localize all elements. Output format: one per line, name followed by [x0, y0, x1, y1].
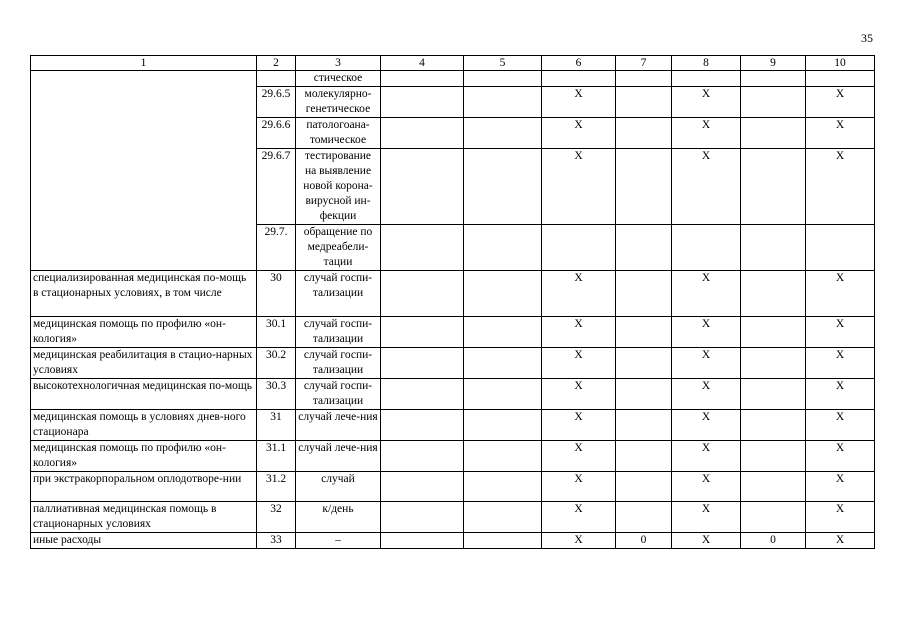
- cell-col7: [616, 502, 672, 533]
- cell-col10: X: [806, 410, 875, 441]
- cell-col7: [616, 410, 672, 441]
- cell-col5: [464, 441, 542, 472]
- cell-col6: [542, 71, 616, 87]
- cell-col7: [616, 472, 672, 502]
- cell-col8: X: [672, 379, 741, 410]
- cell-col4: [381, 502, 464, 533]
- cell-col5: [464, 410, 542, 441]
- row-name-cell: иные расходы: [31, 533, 257, 549]
- column-header: 1: [31, 56, 257, 71]
- row-unit-cell: молекулярно-генетическое: [296, 87, 381, 118]
- cell-col10: X: [806, 379, 875, 410]
- cell-col10: X: [806, 271, 875, 317]
- cell-col8: [672, 225, 741, 271]
- cell-col10: X: [806, 317, 875, 348]
- row-name-cell: медицинская реабилитация в стацио-нарных условиях: [31, 348, 257, 379]
- row-unit-cell: патологоана-томическое: [296, 118, 381, 149]
- cell-col4: [381, 118, 464, 149]
- cell-col4: [381, 533, 464, 549]
- column-header: 7: [616, 56, 672, 71]
- row-unit-cell: случай госпи-тализации: [296, 317, 381, 348]
- column-header: 2: [257, 56, 296, 71]
- cell-col5: [464, 472, 542, 502]
- row-code-cell: [257, 71, 296, 87]
- cell-col7: [616, 118, 672, 149]
- cell-col4: [381, 348, 464, 379]
- column-header: 5: [464, 56, 542, 71]
- cell-col9: [741, 87, 806, 118]
- cell-col9: [741, 379, 806, 410]
- cell-col9: [741, 118, 806, 149]
- page-number: 35: [861, 31, 873, 45]
- cell-col6: X: [542, 348, 616, 379]
- row-code-cell: 30.2: [257, 348, 296, 379]
- cell-col6: X: [542, 271, 616, 317]
- cell-col6: X: [542, 441, 616, 472]
- cell-col10: X: [806, 348, 875, 379]
- cell-col10: X: [806, 533, 875, 549]
- row-code-cell: 33: [257, 533, 296, 549]
- cell-col4: [381, 271, 464, 317]
- cell-col7: [616, 149, 672, 225]
- column-header: 4: [381, 56, 464, 71]
- column-header: 8: [672, 56, 741, 71]
- cell-col6: X: [542, 410, 616, 441]
- table-row: [31, 379, 875, 410]
- cell-col8: X: [672, 348, 741, 379]
- cell-col9: [741, 502, 806, 533]
- table-row: [31, 71, 875, 87]
- table-row: [31, 348, 875, 379]
- cell-col5: [464, 225, 542, 271]
- cell-col8: X: [672, 271, 741, 317]
- cell-col5: [464, 317, 542, 348]
- cell-col6: X: [542, 533, 616, 549]
- cell-col7: [616, 348, 672, 379]
- cell-col8: X: [672, 533, 741, 549]
- cell-col7: [616, 87, 672, 118]
- table-row: [31, 533, 875, 549]
- row-unit-cell: стическое: [296, 71, 381, 87]
- cell-col10: X: [806, 118, 875, 149]
- cell-col9: [741, 348, 806, 379]
- cell-col5: [464, 379, 542, 410]
- cell-col9: [741, 149, 806, 225]
- table-header: [31, 56, 875, 71]
- cell-col5: [464, 271, 542, 317]
- row-name-cell: специализированная медицинская по-мощь в стационарных условиях, в том числе: [31, 271, 257, 317]
- row-code-cell: 29.6.5: [257, 87, 296, 118]
- cell-col7: 0: [616, 533, 672, 549]
- row-name-cell: при экстракорпоральном оплодотворе-нии: [31, 472, 257, 502]
- column-header: 6: [542, 56, 616, 71]
- row-code-cell: 32: [257, 502, 296, 533]
- cell-col8: X: [672, 410, 741, 441]
- cell-col7: [616, 71, 672, 87]
- cell-col8: [672, 71, 741, 87]
- row-name-cell: медицинская помощь по профилю «он-кология»: [31, 317, 257, 348]
- cell-col4: [381, 472, 464, 502]
- cell-col8: X: [672, 118, 741, 149]
- row-code-cell: 30: [257, 271, 296, 317]
- cell-col8: X: [672, 472, 741, 502]
- cell-col9: [741, 71, 806, 87]
- table-row: [31, 472, 875, 502]
- cell-col4: [381, 441, 464, 472]
- row-name-cell: паллиативная медицинская помощь в стационарных условиях: [31, 502, 257, 533]
- row-unit-cell: –: [296, 533, 381, 549]
- cell-col9: [741, 441, 806, 472]
- row-code-cell: 30.1: [257, 317, 296, 348]
- table-row: [31, 271, 875, 317]
- row-unit-cell: тестирование на выявление новой корона-вирусной ин-фекции: [296, 149, 381, 225]
- cell-col6: X: [542, 379, 616, 410]
- row-name-cell: [31, 71, 257, 271]
- cell-col5: [464, 149, 542, 225]
- row-code-cell: 31: [257, 410, 296, 441]
- cell-col7: [616, 317, 672, 348]
- cell-col9: [741, 317, 806, 348]
- cell-col9: [741, 271, 806, 317]
- cell-col10: [806, 225, 875, 271]
- data-table: [30, 55, 875, 549]
- cell-col7: [616, 379, 672, 410]
- cell-col8: X: [672, 441, 741, 472]
- cell-col10: [806, 71, 875, 87]
- row-unit-cell: к/день: [296, 502, 381, 533]
- table-row: [31, 502, 875, 533]
- row-unit-cell: случай госпи-тализации: [296, 348, 381, 379]
- cell-col6: X: [542, 472, 616, 502]
- row-code-cell: 29.7.: [257, 225, 296, 271]
- cell-col10: X: [806, 149, 875, 225]
- row-name-cell: высокотехнологичная медицинская по-мощь: [31, 379, 257, 410]
- cell-col6: X: [542, 118, 616, 149]
- cell-col8: X: [672, 149, 741, 225]
- cell-col6: X: [542, 317, 616, 348]
- cell-col5: [464, 71, 542, 87]
- cell-col10: X: [806, 87, 875, 118]
- row-code-cell: 30.3: [257, 379, 296, 410]
- row-name-cell: медицинская помощь в условиях днев-ного стационара: [31, 410, 257, 441]
- cell-col7: [616, 271, 672, 317]
- cell-col4: [381, 71, 464, 87]
- cell-col4: [381, 410, 464, 441]
- row-code-cell: 29.6.7: [257, 149, 296, 225]
- row-code-cell: 29.6.6: [257, 118, 296, 149]
- cell-col5: [464, 348, 542, 379]
- row-unit-cell: обращение по медреабели-тации: [296, 225, 381, 271]
- cell-col6: X: [542, 87, 616, 118]
- table-row: [31, 317, 875, 348]
- cell-col7: [616, 225, 672, 271]
- row-unit-cell: случай госпи-тализации: [296, 379, 381, 410]
- cell-col6: X: [542, 502, 616, 533]
- row-unit-cell: случай: [296, 472, 381, 502]
- table-row: [31, 410, 875, 441]
- cell-col8: X: [672, 87, 741, 118]
- cell-col6: [542, 225, 616, 271]
- column-header: 10: [806, 56, 875, 71]
- cell-col8: X: [672, 502, 741, 533]
- column-header: 3: [296, 56, 381, 71]
- table-row: [31, 441, 875, 472]
- row-name-cell: медицинская помощь по профилю «он-кология»: [31, 441, 257, 472]
- cell-col5: [464, 118, 542, 149]
- cell-col5: [464, 502, 542, 533]
- row-unit-cell: случай лече-ния: [296, 410, 381, 441]
- cell-col4: [381, 225, 464, 271]
- cell-col9: [741, 410, 806, 441]
- row-unit-cell: случай госпи-тализации: [296, 271, 381, 317]
- row-code-cell: 31.1: [257, 441, 296, 472]
- cell-col4: [381, 149, 464, 225]
- cell-col10: X: [806, 502, 875, 533]
- cell-col7: [616, 441, 672, 472]
- cell-col4: [381, 317, 464, 348]
- row-code-cell: 31.2: [257, 472, 296, 502]
- cell-col8: X: [672, 317, 741, 348]
- cell-col9: [741, 225, 806, 271]
- cell-col9: 0: [741, 533, 806, 549]
- cell-col4: [381, 379, 464, 410]
- cell-col6: X: [542, 149, 616, 225]
- cell-col10: X: [806, 441, 875, 472]
- cell-col5: [464, 87, 542, 118]
- cell-col10: X: [806, 472, 875, 502]
- column-header: 9: [741, 56, 806, 71]
- cell-col4: [381, 87, 464, 118]
- cell-col5: [464, 533, 542, 549]
- cell-col9: [741, 472, 806, 502]
- row-unit-cell: случай лече-ния: [296, 441, 381, 472]
